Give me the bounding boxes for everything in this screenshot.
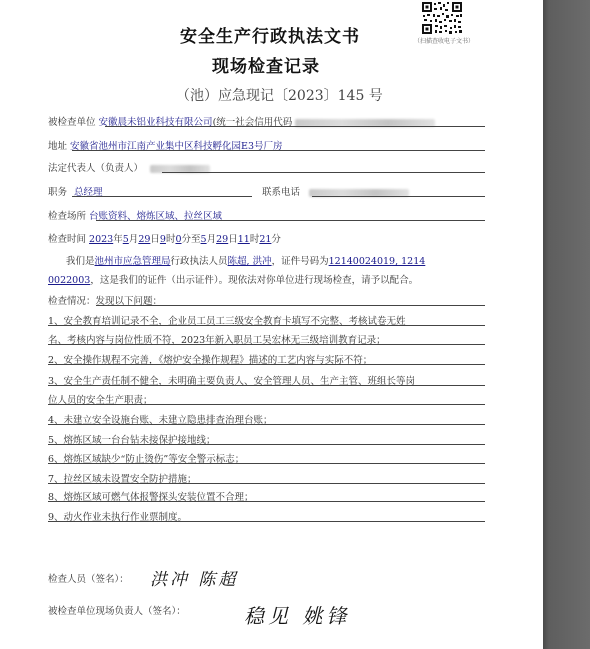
- place-value: 台账资料、熔炼区域、拉丝区域: [89, 211, 223, 222]
- finding-item: 1、安全教育培训记录不全，企业员工员工三级安全教育卡填写不完整、考核试卷无姓: [48, 316, 406, 327]
- position-value: 总经理: [74, 187, 103, 198]
- document-number: （池）应急现记〔2023〕145 号: [176, 88, 383, 104]
- time-day-start: 29: [138, 234, 151, 245]
- inspection-underline: [96, 305, 485, 306]
- time-minute-start: 0: [175, 234, 182, 245]
- address-value: 安徽省池州市江南产业集中区科技孵化园E3号厂房: [70, 141, 283, 152]
- time-month-end: 5: [200, 234, 207, 245]
- place-underline: [96, 220, 485, 221]
- responsible-sign-label: 被检查单位现场负责人（签名）：: [48, 606, 186, 617]
- document-title: 安全生产行政执法文书: [180, 27, 360, 47]
- time-day-end: 29: [216, 234, 229, 245]
- finding-underline: [48, 385, 485, 386]
- inspector-sign-label: 检查人员（签名）：: [48, 574, 129, 585]
- viewer-background: [543, 0, 590, 649]
- credit-code-label: (统一社会信用代码: [212, 117, 293, 128]
- finding-underline: [48, 325, 485, 326]
- address-label: 地址: [48, 141, 68, 152]
- time-month-start: 5: [122, 234, 129, 245]
- finding-underline: [48, 364, 485, 365]
- inspector-signature: 洪冲 陈超: [150, 570, 239, 590]
- statement-prefix: 我们是: [66, 256, 95, 267]
- finding-item: 2、安全操作规程不完善，《熔炉安全操作规程》描述的工艺内容与实际不符；: [48, 355, 373, 366]
- finding-underline: [48, 424, 485, 425]
- finding-underline: [48, 483, 485, 484]
- qr-code-icon: [420, 0, 464, 36]
- finding-item: 4、未建立安全设施台账、未建立隐患排查治理台账；: [48, 415, 273, 426]
- phone-underline: [312, 196, 485, 197]
- position-label: 职务: [48, 187, 68, 198]
- finding-item: 5、熔炼区域一台台钻未接保护接地线；: [48, 435, 216, 446]
- legal-rep-underline: [162, 172, 485, 173]
- statement-mid: 行政执法人员: [170, 256, 228, 267]
- position-underline: [72, 196, 252, 197]
- finding-underline: [48, 463, 485, 464]
- address-underline: [72, 150, 485, 151]
- cert-numbers-1: 12140024019, 1214: [328, 256, 426, 267]
- cert-numbers-2: 0022003: [48, 275, 91, 286]
- finding-underline: [48, 501, 485, 502]
- officer-names: 陈超, 洪冲: [227, 256, 272, 267]
- legal-rep-label: 法定代表人（负责人）: [48, 163, 144, 174]
- finding-underline: [48, 521, 485, 522]
- finding-item: 6、熔炼区域缺少“防止烫伤”等安全警示标志；: [48, 454, 245, 465]
- time-year: 2023: [89, 234, 114, 245]
- finding-item: 3、安全生产责任制不健全，未明确主要负责人、安全管理人员、生产主管、班组长等岗: [48, 376, 416, 387]
- time-label: 检查时间: [48, 234, 87, 245]
- statement-line-2: [48, 272, 418, 286]
- place-label: 检查场所: [48, 211, 87, 222]
- statement-line-1: [66, 253, 425, 267]
- finding-underline: [48, 444, 485, 445]
- finding-underline: [48, 344, 485, 345]
- time-hour-end: 11: [237, 234, 250, 245]
- time-minute-end: 21: [259, 234, 272, 245]
- phone-label: 联系电话: [262, 187, 301, 198]
- finding-item: 7、拉丝区域未设置安全防护措施；: [48, 474, 197, 485]
- document-subtitle: 现场检查记录: [212, 57, 320, 77]
- unit-underline: [105, 126, 485, 127]
- qr-caption: （扫描查收电子文书）: [414, 38, 475, 45]
- finding-item: 8、熔炼区域可燃气体报警探头安装位置不合理；: [48, 492, 254, 503]
- time-row: 检查时间 2023年5月29日9时0分至5月29日11时21分: [48, 234, 281, 245]
- time-hour-start: 9: [159, 234, 166, 245]
- responsible-signature: 稳见 姚锋: [244, 604, 351, 628]
- statement-cert-label: ，证件号码为: [271, 256, 329, 267]
- unit-label: 被检查单位: [48, 117, 96, 128]
- statement-suffix: ，这是我们的证件（出示证件）。现依法对你单位进行现场检查，请予以配合。: [90, 275, 419, 286]
- inspection-label: 检查情况：发现以下问题：: [48, 296, 163, 307]
- agency-name: 池州市应急管理局: [94, 256, 171, 267]
- finding-underline: [48, 404, 485, 405]
- finding-item: 位人员的安全生产职责；: [48, 395, 153, 406]
- finding-item: 名、考核内容与岗位性质不符，2023年新入职员工吴宏林无三级培训教育记录；: [48, 335, 386, 346]
- unit-value: 安徽晨未铝业科技有限公司: [98, 117, 213, 128]
- finding-item: 9、动火作业未执行作业票制度。: [48, 512, 188, 523]
